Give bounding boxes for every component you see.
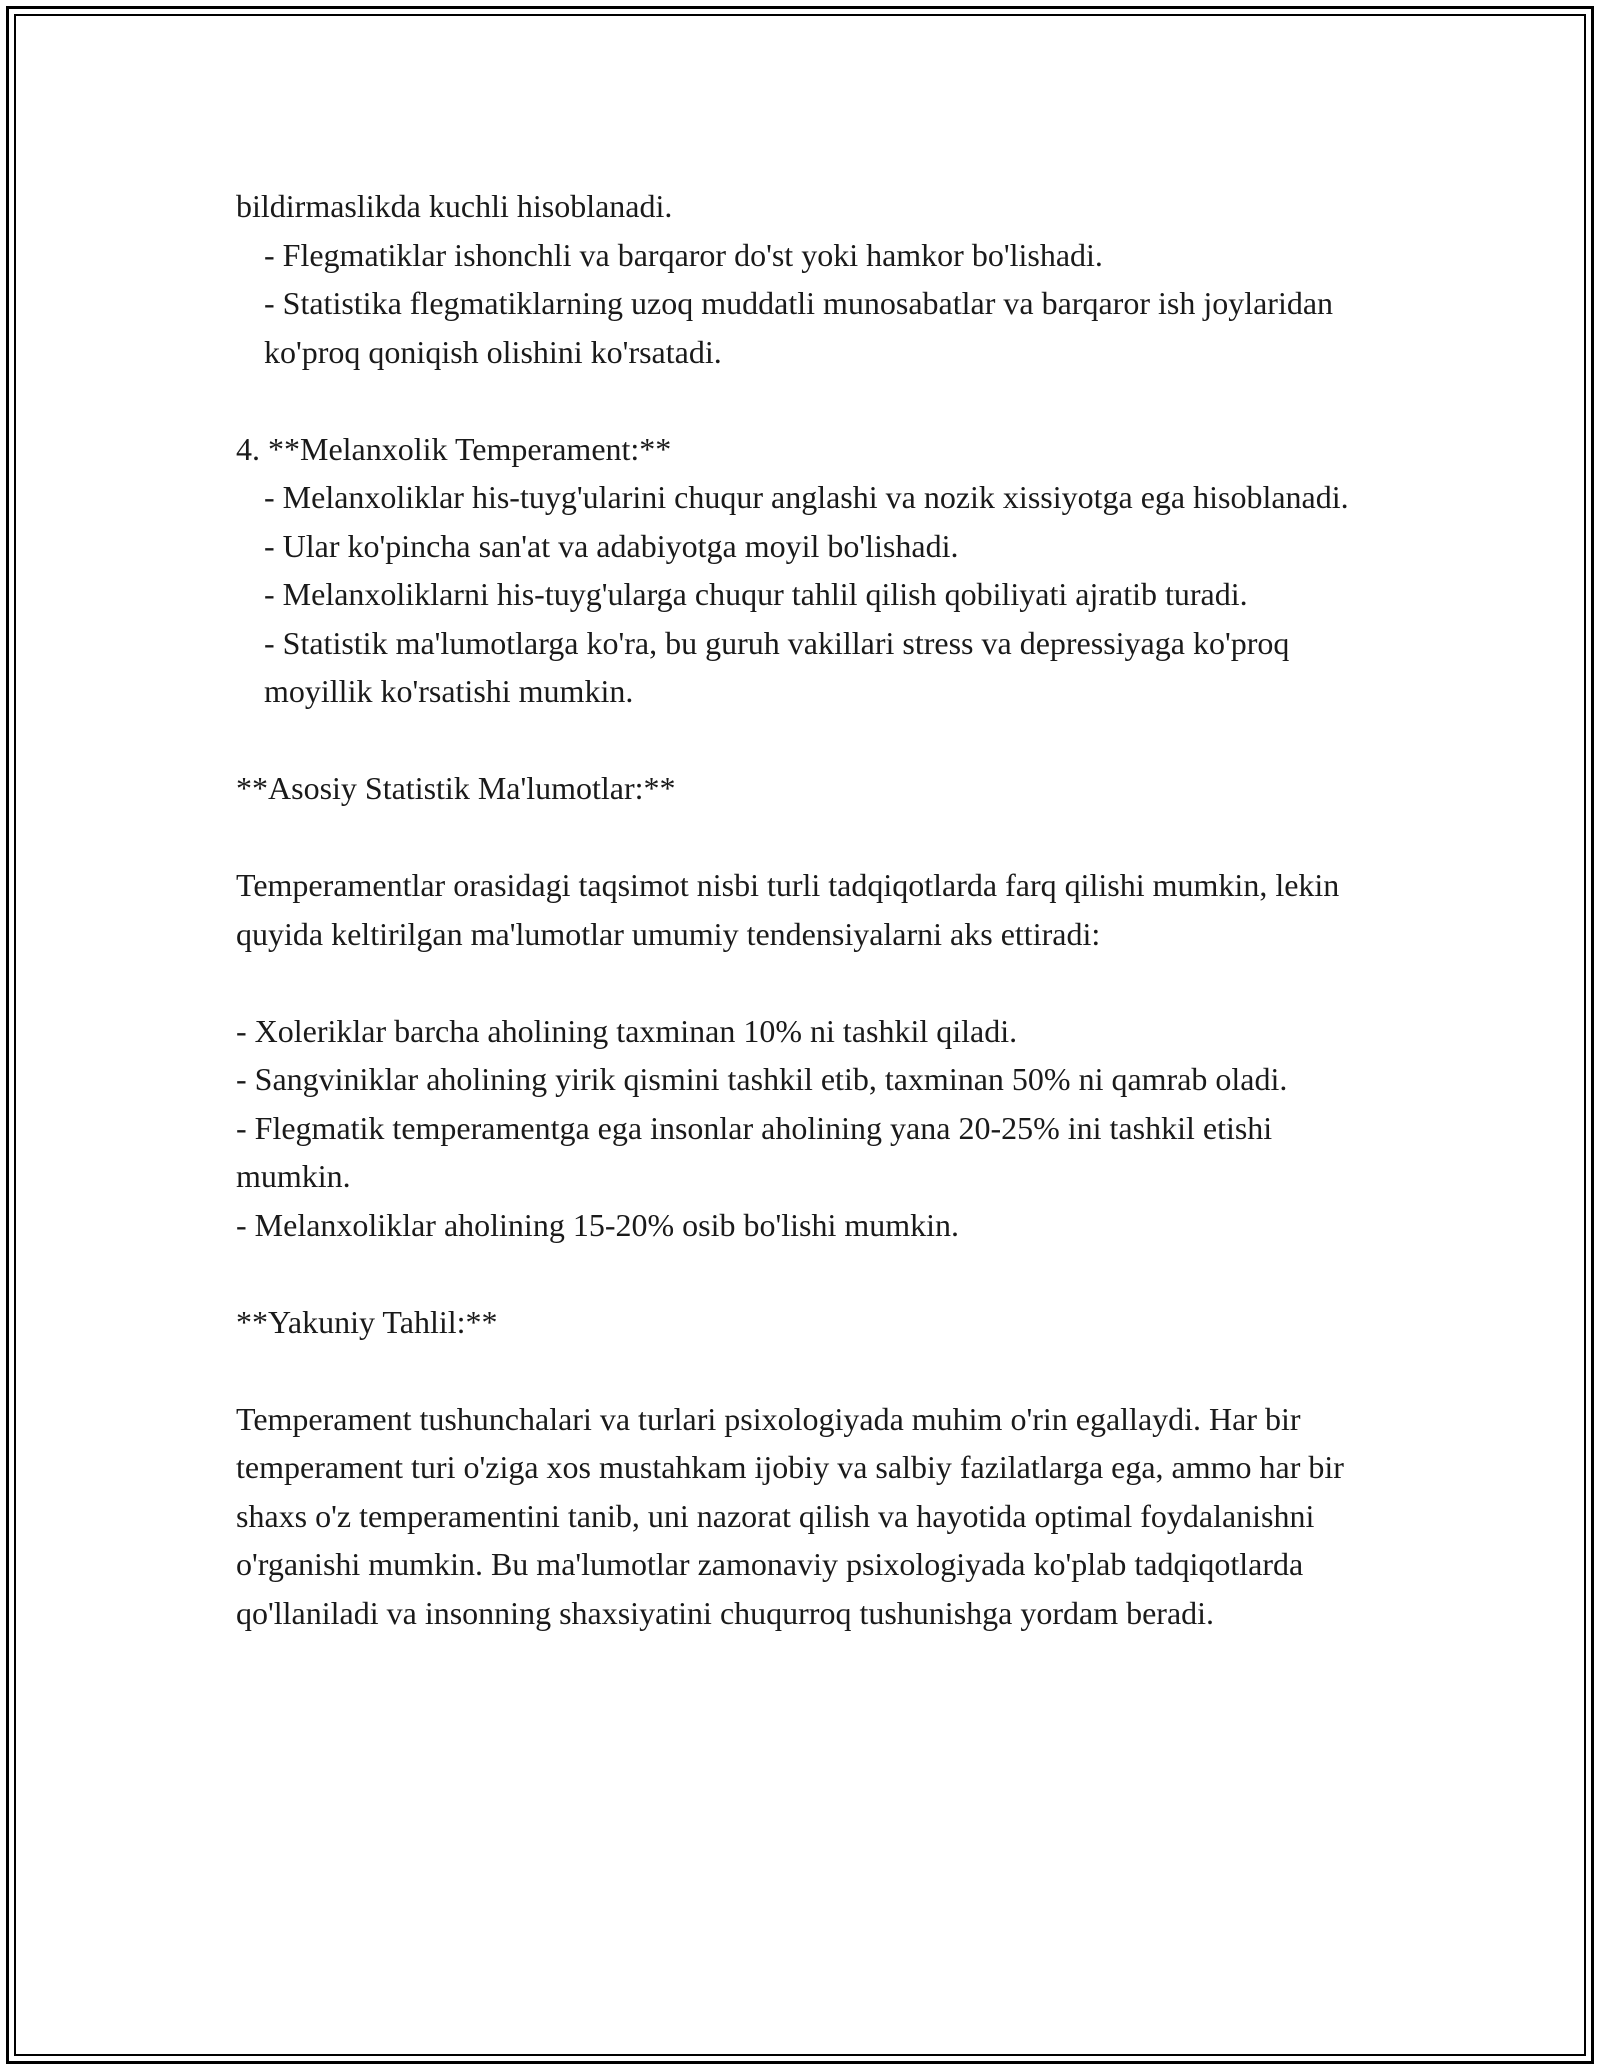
text-paragraph: - Sangviniklar aholining yirik qismini tashkil etib, taxminan 50% ni qamrab oladi. xyxy=(236,1061,1288,1097)
text-paragraph: - Flegmatik temperamentga ega insonlar aholining yana 20-25% ini tashkil etishi mumkin. xyxy=(236,1109,1273,1194)
text-paragraph: Temperament tushunchalari va turlari psixologiyada muhim o'rin egallaydi. Har bir temperament turi o'ziga xos mustahkam ijobiy va salbiy fazilatlarga ega, ammo har bir shaxs o'z temperamentini tanib, uni nazorat qilish va hayotida optimal foydalanishni o'rganishi mumkin. Bu ma'lumotlar zamonaviy psixologiyada ko'plab tadqiqotlarda qo'llaniladi va insonning shaxsiyatini chuqurroq tushunishga yordam beradi. xyxy=(236,1400,1344,1631)
list-item-indented: - Flegmatiklar ishonchli va barqaror do'st yoki hamkor bo'lishadi. xyxy=(264,236,1103,273)
list-item-indented: - Melanxoliklar his-tuyg'ularini chuqur anglashi va nozik xissiyotga ega hisoblanadi. xyxy=(264,479,1349,515)
list-item-indented: - Statistik ma'lumotlarga ko'ra, bu guruh vakillari stress va depressiyaga ko'proq moyillik ko'rsatishi mumkin. xyxy=(264,624,1290,709)
list-item-indented: - Ular ko'pincha san'at va adabiyotga moyil bo'lishadi. xyxy=(264,527,959,564)
text-paragraph: **Asosiy Statistik Ma'lumotlar:** xyxy=(236,770,676,806)
list-item-indented: - Melanxoliklarni his-tuyg'ularga chuqur tahlil qilish qobiliyati ajratib turadi. xyxy=(264,576,1248,612)
text-paragraph: Temperamentlar orasidagi taqsimot nisbi turli tadqiqotlarda farq qilishi mumkin, lekin quyida keltirilgan ma'lumotlar umumiy tendensiyalarni aks ettiradi: xyxy=(236,867,1340,952)
list-item-indented: - Statistika flegmatiklarning uzoq muddatli munosabatlar va barqaror ish joylaridan ko'proq qoniqish olishini ko'rsatadi. xyxy=(264,285,1334,370)
paragraph-gap xyxy=(236,376,1356,425)
text-paragraph: **Yakuniy Tahlil:** xyxy=(236,1303,498,1340)
paragraph-gap xyxy=(236,1249,1356,1298)
text-paragraph: 4. **Melanxolik Temperament:** xyxy=(236,430,672,467)
text-paragraph: bildirmaslikda kuchli hisoblanadi. xyxy=(236,188,673,224)
paragraph-gap xyxy=(236,1346,1356,1395)
paragraph-gap xyxy=(236,813,1356,862)
text-paragraph: - Melanxoliklar aholining 15-20% osib bo'lishi mumkin. xyxy=(236,1206,960,1243)
document-body xyxy=(236,182,1356,1637)
paragraph-gap xyxy=(236,716,1356,765)
text-paragraph: - Xoleriklar barcha aholining taxminan 10% ni tashkil qiladi. xyxy=(236,1012,1018,1049)
paragraph-gap xyxy=(236,958,1356,1007)
